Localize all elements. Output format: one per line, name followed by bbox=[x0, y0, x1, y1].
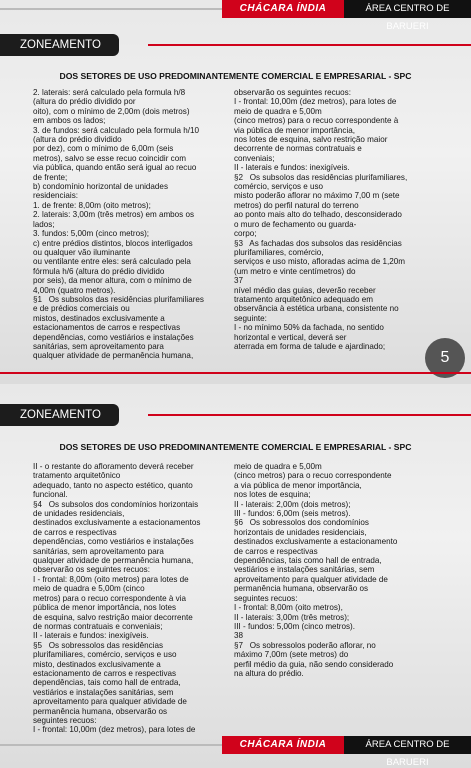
page-header bbox=[0, 0, 471, 32]
area-label: ÁREA CENTRO DE BARUERI bbox=[344, 0, 471, 18]
section-rule bbox=[148, 414, 471, 416]
section-rule bbox=[148, 44, 471, 46]
left-column-text: 2. laterais: será calculado pela formula h/8 (altura do prédio dividido por oito), com o mínimo de 2,00m (dois metros) em ambos os lados; 3. de fundos: será calculado pela formula h/10 (altura do prédio dividido por dez), com o mínimo de 6,00m (seis metros), salvo se esse recuo coincidir com via pública, quando então será igual ao recuo de frente; b) condomínio horizontal de unidades residenciais: 1. de frente: 8,00m (oito metros); 2. laterais: 3,00m (três metros) em ambos os lados; 3. fundos: 5,00m (cinco metros); c) entre prédios distintos, blocos interligados ou qualquer vão iluminante ou ventilante entre eles: será calculado pela fórmula h/6 (altura do prédio dividido por seis), da menor altura, com o mínimo de 4,00m (quatro metros). §1 Os subsolos das residências plurifamiliares e de prédios comerciais ou mistos, destinados exclusivamente a estacionamentos de carros e respectivas dependências, como vestiários e instalações sanitárias, sem aproveitamento para qualquer atividade de permanência humana, bbox=[33, 88, 204, 361]
document-page-2 bbox=[0, 384, 471, 768]
left-column-text: II - o restante do afloramento deverá receber tratamento arquitetônico adequado, tanto no aspecto estético, quanto funcional. §4 Os subsolos dos condomínios horizontais de unidades residenciais, destinados exclusivamente a estacionamentos de carros e respectivas dependências, como vestiários e instalações sanitárias, sem aproveitamento para qualquer atividade de permanência humana, observarão os seguintes recuos: I - frontal: 8,00m (oito metros) para lotes de meio de quadra e 5,00m (cinco metros) para o recuo correspondente à via pública de menor importância, nos lotes de esquina, salvo restrição maior decorrente de normas contratuais e conveniais; II - laterais e fundos: inexigíveis. §5 Os sobressolos das residências plurifamiliares, comércio, serviços e uso misto, destinados exclusivamente a estacionamento de carros e respectivas dependências, tais como hall de entrada, vestiários e instalações sanitárias, sem aproveitamento para qualquer atividade de permanência humana, observarão os seguintes recuos: I - frontal: 10,00m (dez metros), para lotes de bbox=[33, 462, 201, 735]
section-tag: ZONEAMENTO bbox=[0, 404, 119, 426]
page-number-badge: 5 bbox=[425, 338, 465, 378]
footer-rule bbox=[0, 372, 471, 374]
page-title: DOS SETORES DE USO PREDOMINANTEMENTE COMERCIAL E EMPRESARIAL - SPC bbox=[59, 442, 412, 452]
footer-bar-rule bbox=[0, 744, 222, 746]
area-label: ÁREA CENTRO DE BARUERI bbox=[344, 736, 471, 754]
right-column-text: observarão os seguintes recuos: I - frontal: 10,00m (dez metros), para lotes de meio de quadra e 5,00m (cinco metros) para o recuo correspondente à via pública de menor importância, nos lotes de esquina, salvo restrição maior decorrente de normas contratuais e conveniais; II - laterais e fundos: inexigíveis. §2 Os subsolos das residências plurifamiliares, comércio, serviços e uso misto poderão aflorar no máximo 7,00 m (sete metros) do perfil natural do terreno ao ponto mais alto do telhado, desconsiderado o muro de fechamento ou guarda- corpo; §3 As fachadas dos subsolos das residências plurifamiliares, comércio, serviços e uso misto, afloradas acima de 1,20m (um metro e vinte centímetros) do 37 nível médio das guias, deverão receber tratamento arquitetônico adequado em observância à estética urbana, consistente no seguinte: I - no mínimo 50% da fachada, no sentido horizontal e vertical, deverá ser aterrada em forma de talude e ajardinado; bbox=[234, 88, 408, 351]
page-footer-bar bbox=[0, 736, 471, 768]
page-title: DOS SETORES DE USO PREDOMINANTEMENTE COMERCIAL E EMPRESARIAL - SPC bbox=[59, 71, 412, 81]
brand-label: CHÁCARA ÍNDIA bbox=[222, 736, 344, 754]
brand-label: CHÁCARA ÍNDIA bbox=[222, 0, 344, 18]
header-rule bbox=[0, 8, 222, 10]
right-column-text: meio de quadra e 5,00m (cinco metros) para o recuo correspondente a via pública de menor importância, nos lotes de esquina; II - laterais: 2,00m (dois metros); III - fundos: 6,00m (seis metros). §6 Os sobressolos dos condomínios horizontais de unidades residenciais, destinados exclusivamente a estacionamento de carros e respectivas dependências, tais como hall de entrada, vestiários e instalações sanitárias, sem aproveitamento para qualquer atividade de permanência humana, observarão os seguintes recuos: I - frontal: 8,00m (oito metros), II - laterais: 3,00m (três metros); III - fundos: 5,00m (cinco metros). 38 §7 Os sobressolos poderão aflorar, no máximo 7,00m (sete metros) do perfil médio da guia, não sendo considerado na altura do prédio. bbox=[234, 462, 398, 678]
section-tag: ZONEAMENTO bbox=[0, 34, 119, 56]
